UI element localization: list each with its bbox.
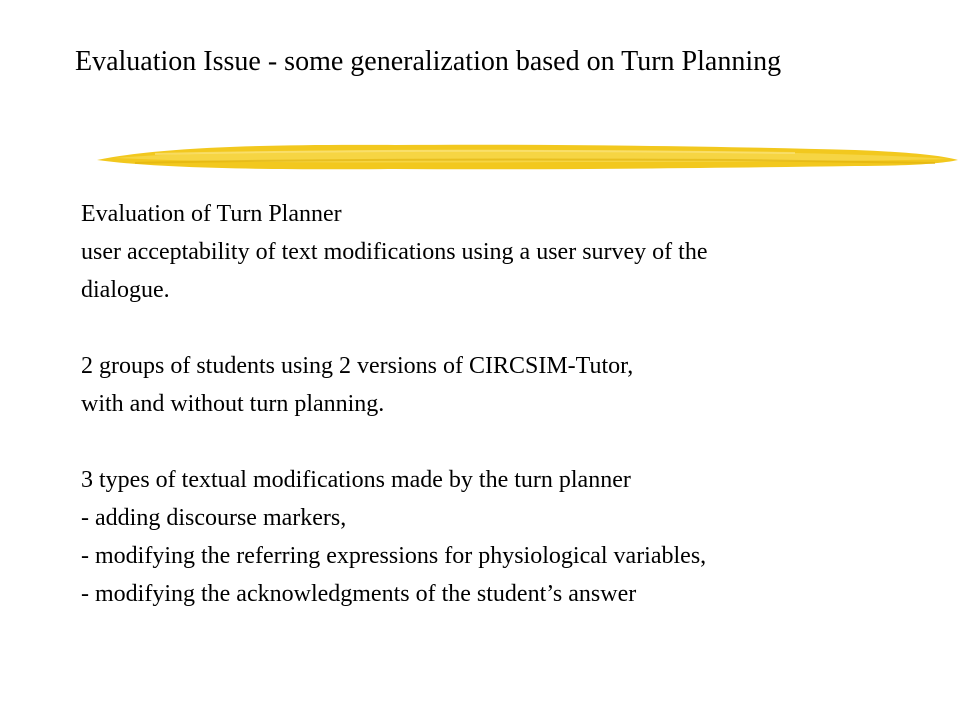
body-line: with and without turn planning. [81,391,385,417]
body-line: user acceptability of text modifications using a user survey of the [81,239,708,265]
list-item: - modifying the referring expressions for physiological variables, [81,543,707,569]
list-item: - adding discourse markers, [81,505,347,531]
slide-title: Evaluation Issue - some generalization based on Turn Planning [75,46,782,77]
yellow-brush-divider [95,130,960,180]
body-line: 2 groups of students using 2 versions of CIRCSIM-Tutor, [81,353,634,379]
body-line: dialogue. [81,277,170,303]
section-heading-evaluation: Evaluation of Turn Planner [81,201,342,227]
slide-body [81,195,941,613]
paragraph-gap [81,423,941,461]
paragraph-gap [81,309,941,347]
list-item: - modifying the acknowledgments of the student’s answer [81,581,637,607]
body-line: 3 types of textual modifications made by the turn planner [81,467,631,493]
